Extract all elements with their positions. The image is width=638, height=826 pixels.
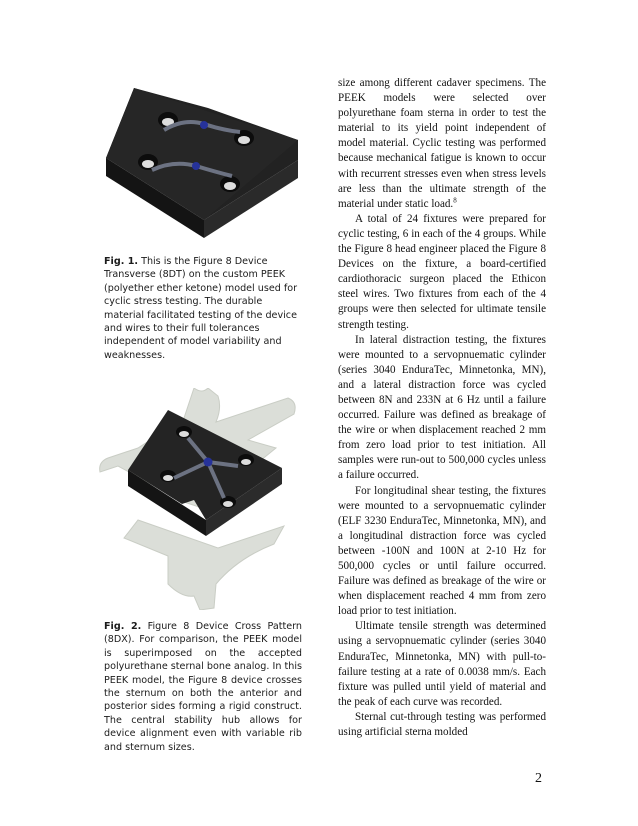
figure-1-label: Fig. 1. bbox=[104, 256, 139, 267]
figure-2-caption-text: Figure 8 Device Cross Pattern (8DX). For comparison, the PEEK model is superimposed on the accepted polyurethane sternal bone analog. In this PEEK model, the Figure 8 device crosses the sternum on both the anterior and posterior sides forming a rigid construct. The central stability hub allows for device alignment even with variable rib and sternum sizes. bbox=[104, 621, 303, 753]
paragraph-6: Sternal cut-through testing was performed using artificial sterna molded bbox=[338, 710, 546, 739]
figure-1-caption-text: This is the Figure 8 Device Transverse (8DT) on the custom PEEK (polyether ether ketone) model used for cyclic stress testing. The durable material facilitated testing of the device and wires to their full tolerances independent of model variability and weaknesses. bbox=[104, 256, 298, 361]
page-number: 2 bbox=[535, 771, 542, 786]
citation-ref: 8 bbox=[453, 196, 457, 205]
figure-1-caption bbox=[104, 255, 302, 362]
body-text-column bbox=[338, 76, 546, 740]
paragraph-3: In lateral distraction testing, the fixtures were mounted to a servopnuematic cylinder (series 3040 EnduraTec, Minnetonka, MN), and a lateral distraction force was cycled between 8N and 233N at 6 Hz until a failure occurred. Failure was defined as breakage of the wire or when displacement reached 2 mm from zero load prior to test initiation. All samples were run-out to 500,000 cycles unless a failure occurred. bbox=[338, 333, 546, 482]
paragraph-4: For longitudinal shear testing, the fixtures were mounted to a servopnuematic cylinder (ELF 3230 EnduraTec, Minnetonka, MN), and a longitudinal distraction force was cycled between -100N and 100N at 2-10 Hz for 500,000 cycles or until failure occurred. Failure was defined as breakage of the wire or when displacement reached 4 mm from zero load prior to test initiation. bbox=[338, 484, 546, 618]
figure-1-image bbox=[104, 78, 300, 240]
paragraph-1: size among different cadaver specimens. The PEEK models were selected over polyurethane foam sterna in order to test the material to its yield point independent of model material. Cyclic testing was performed because mechanical fatigue is known to occur with recurrent stresses even when stress levels are less than the ultimate strength of the material under static load.$^8$ bbox=[338, 77, 546, 210]
paragraph-5: Ultimate tensile strength was determined using a servopnuematic cylinder (series 3040 EnduraTec, Minnetonka, MN) with pull-to-failure testing at a rate of 0.0038 mm/s. Each fixture was pulled until yield of material and the peak of each curve was recorded. bbox=[338, 620, 546, 708]
figure-2-label: Fig. 2. bbox=[104, 621, 142, 632]
paragraph-2: A total of 24 fixtures were prepared for cyclic testing, 6 in each of the 4 groups. While the Figure 8 head engineer placed the Figure 8 Devices on the fixture, a board-certified cardiothoracic surgeon placed the Ethicon steel wires. Two fixtures from each of the 4 groups were then selected for ultimate tensile strength testing. bbox=[338, 212, 546, 331]
figure-2-caption bbox=[104, 620, 302, 754]
figure-2-image bbox=[98, 388, 308, 610]
